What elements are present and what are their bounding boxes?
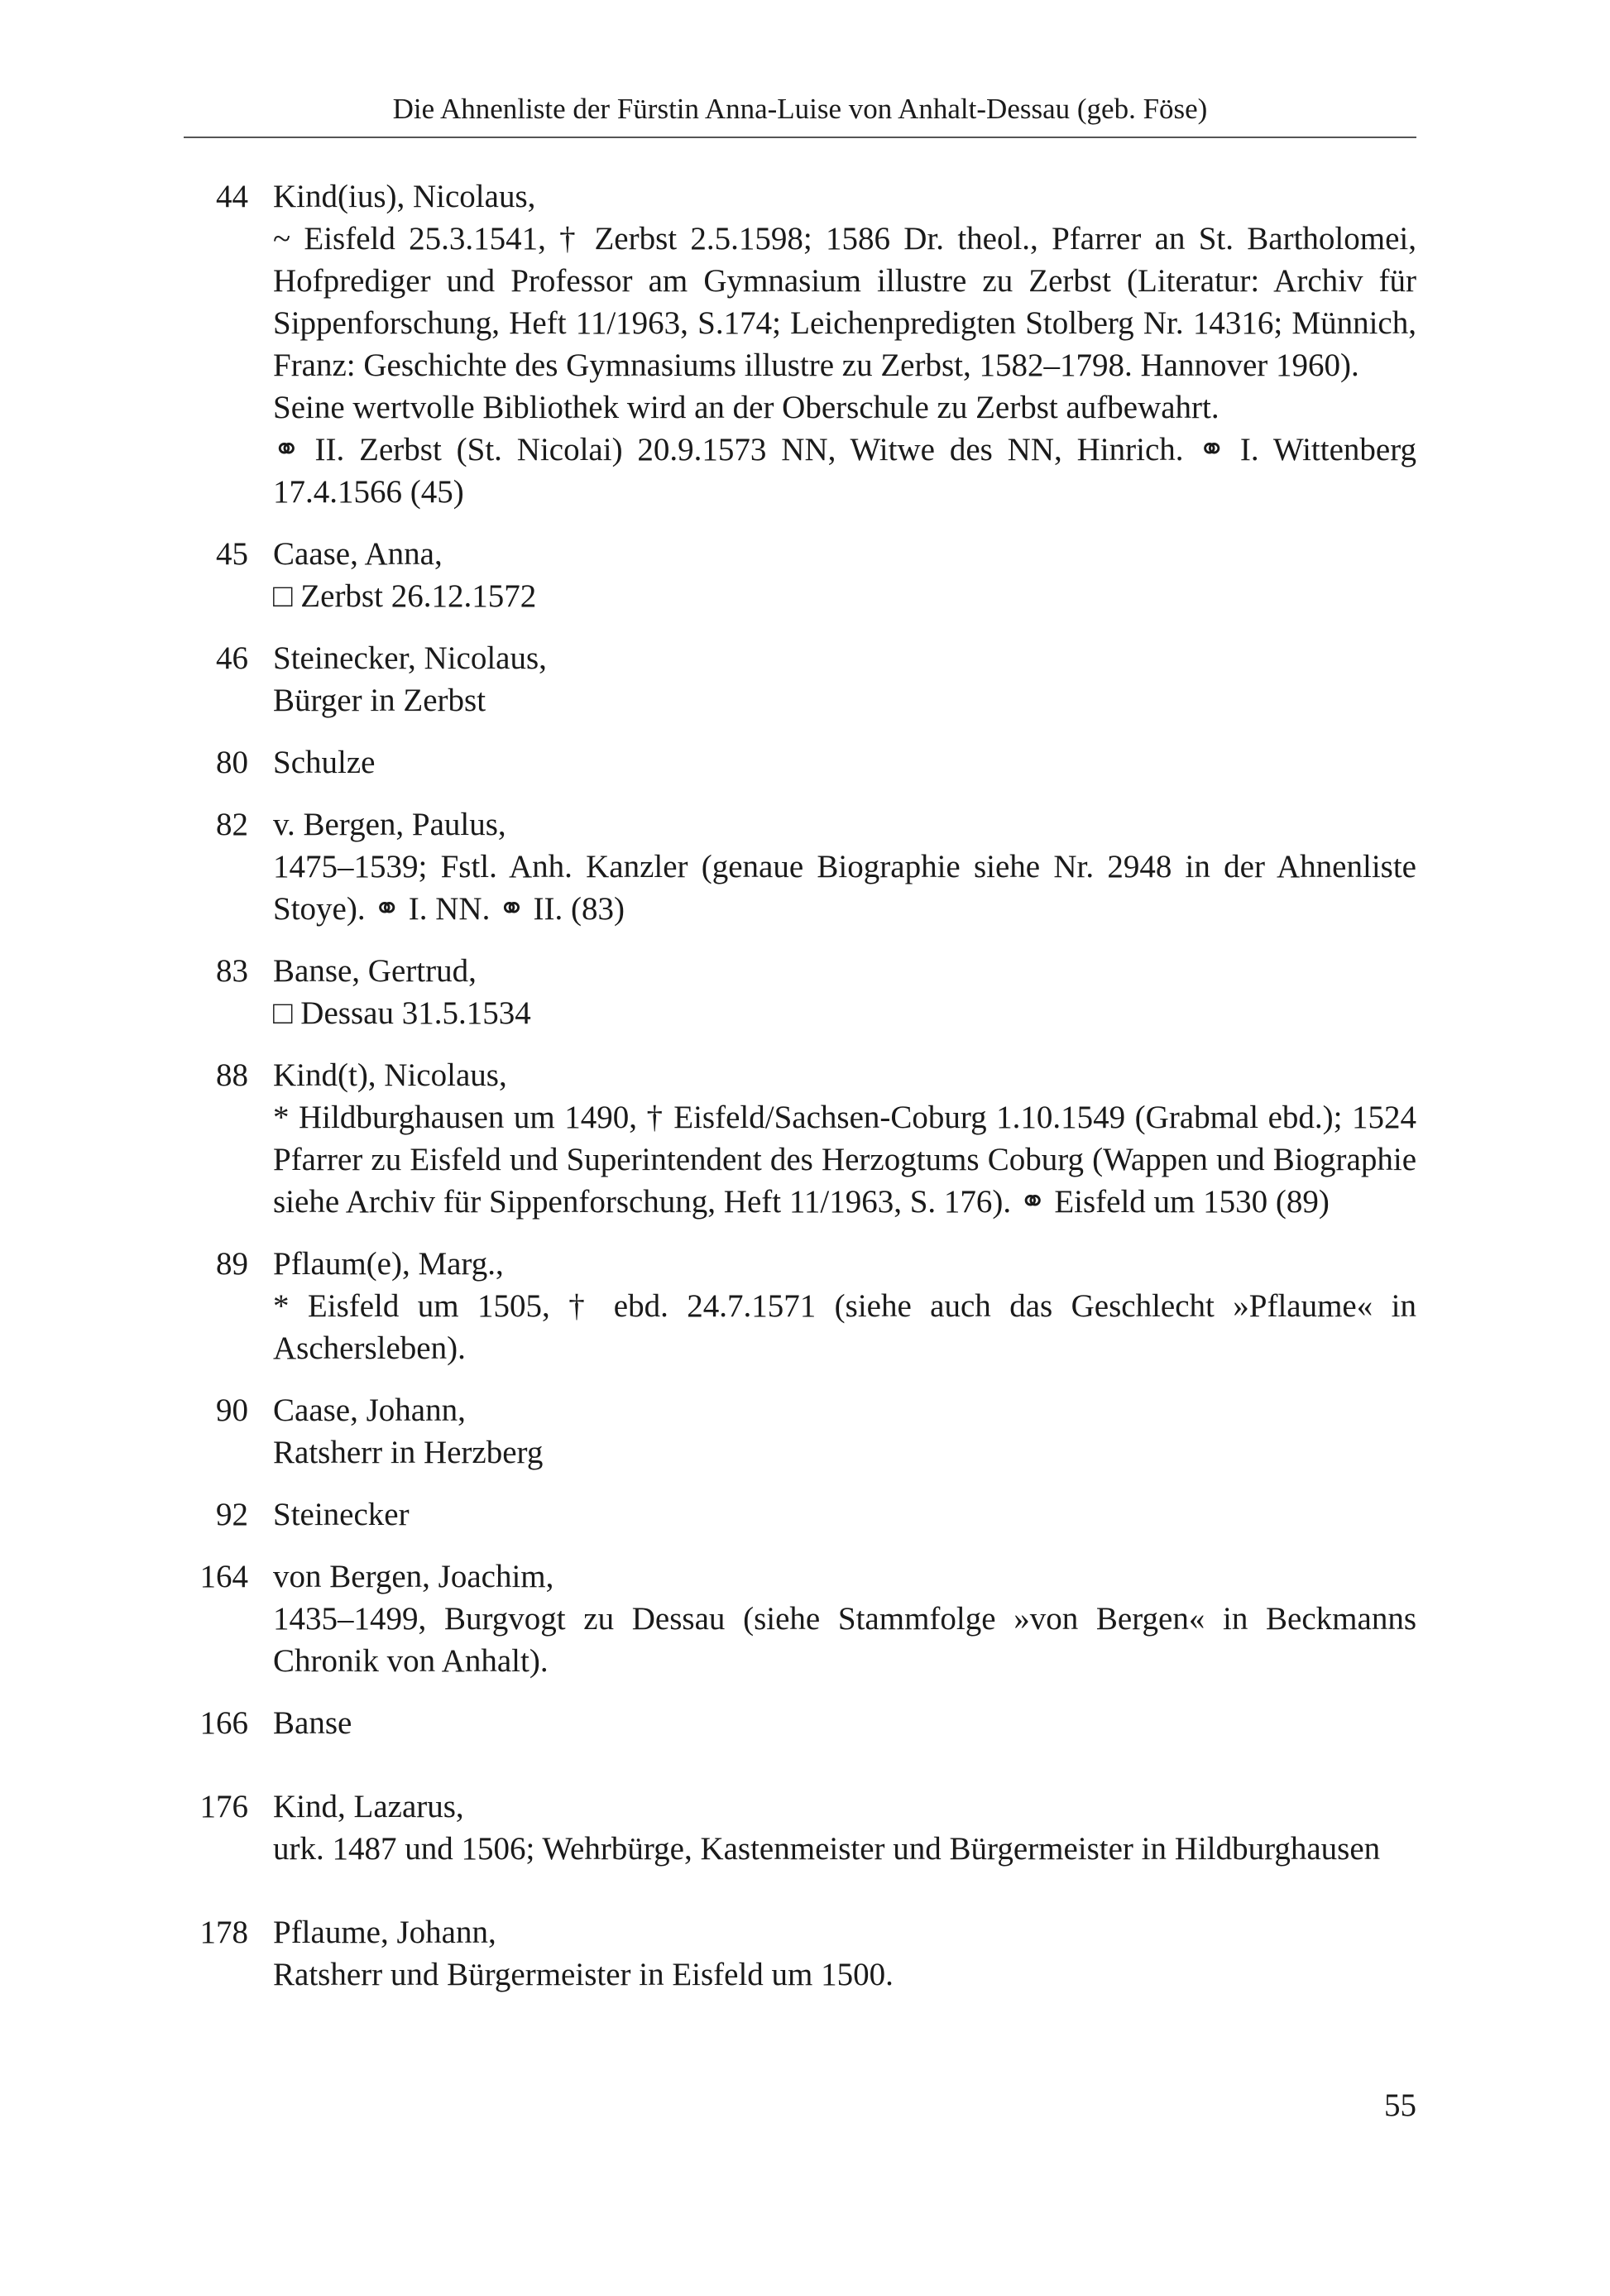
entry-body xyxy=(273,1389,1416,1474)
entry-number: 90 xyxy=(216,1392,248,1428)
entry-body xyxy=(273,175,1416,513)
entry-name: v. Bergen, Paulus, xyxy=(273,807,506,842)
entry-text: 1435–1499, Burgvogt zu Dessau (siehe Stammfolge »von Bergen« in Beckmanns Chronik von Anhalt). xyxy=(273,1601,1416,1679)
entry-text: ~ Eisfeld 25.3.1541, † Zerbst 2.5.1598; 1586 Dr. theol., Pfarrer an St. Bartholomei, Hofprediger und Professor am Gymnasium illustre zu Zerbst (Literatur: Archiv für Sippenforschung, Heft 11/1963, S.174; Leichenpredigten Stolberg Nr. 14316; Münnich, Franz: Geschichte des Gymnasiums illustre zu Zerbst, 1582–1798. Hannover 1960). xyxy=(273,221,1416,383)
list-item xyxy=(184,950,1416,1034)
entry-name: Kind, Lazarus, xyxy=(273,1789,464,1824)
entry-number: 166 xyxy=(199,1705,248,1741)
entry-name: Banse xyxy=(273,1705,352,1741)
header-rule xyxy=(184,137,1416,138)
list-item xyxy=(184,803,1416,930)
entry-text: urk. 1487 und 1506; Wehrbürge, Kastenmeister und Bürgermeister in Hildburghausen xyxy=(273,1831,1381,1867)
entry-text: Ratsherr und Bürgermeister in Eisfeld um 1500. xyxy=(273,1957,894,1992)
list-item xyxy=(184,1786,1416,1870)
entry-name: Banse, Gertrud, xyxy=(273,953,477,989)
list-item xyxy=(184,533,1416,617)
entry-number: 46 xyxy=(216,640,248,676)
list-item xyxy=(184,637,1416,721)
entry-body xyxy=(273,1054,1416,1223)
entry-name: Pflaume, Johann, xyxy=(273,1915,496,1950)
list-item xyxy=(184,1243,1416,1369)
entry-name: Kind(ius), Nicolaus, xyxy=(273,179,536,214)
list-item xyxy=(184,1702,1416,1744)
entry-text: * Hildburghausen um 1490, † Eisfeld/Sachsen-Coburg 1.10.1549 (Grabmal ebd.); 1524 Pfarrer zu Eisfeld und Superintendent des Herzogtums Coburg (Wappen und Biographie siehe Archiv für Sippenforschung, Heft 11/1963, S. 176). ⚭ Eisfeld um 1530 (89) xyxy=(273,1100,1416,1220)
entry-number: 164 xyxy=(199,1559,248,1594)
list-item xyxy=(184,175,1416,513)
list-item xyxy=(184,1054,1416,1223)
entry-body xyxy=(273,1243,1416,1369)
entry-text: □ Zerbst 26.12.1572 xyxy=(273,578,537,614)
entry-name: Steinecker xyxy=(273,1497,410,1532)
entry-number: 88 xyxy=(216,1057,248,1093)
entry-text: 1475–1539; Fstl. Anh. Kanzler (genaue Biographie siehe Nr. 2948 in der Ahnenliste Stoye). ⚭ I. NN. ⚭ II. (83) xyxy=(273,849,1416,927)
entry-name: Caase, Anna, xyxy=(273,536,443,572)
list-item xyxy=(184,1911,1416,1996)
entry-name: Steinecker, Nicolaus, xyxy=(273,640,547,676)
entry-name: Caase, Johann, xyxy=(273,1392,466,1428)
list-item xyxy=(184,1555,1416,1682)
entry-number: 45 xyxy=(216,536,248,572)
list-item xyxy=(184,741,1416,784)
entry-body xyxy=(273,950,1416,1034)
entry-body xyxy=(273,1493,1416,1536)
entry-body xyxy=(273,1555,1416,1682)
entry-text: ⚭ II. Zerbst (St. Nicolai) 20.9.1573 NN, Witwe des NN, Hinrich. ⚭ I. Wittenberg 17.4.1566 (45) xyxy=(273,432,1416,510)
entry-name: Kind(t), Nicolaus, xyxy=(273,1057,507,1093)
entry-text: Bürger in Zerbst xyxy=(273,683,486,718)
entry-number: 176 xyxy=(199,1789,248,1824)
entry-text: Ratsherr in Herzberg xyxy=(273,1435,544,1470)
entry-body xyxy=(273,533,1416,617)
entry-body xyxy=(273,741,1416,784)
entry-name: Pflaum(e), Marg., xyxy=(273,1246,504,1282)
list-item xyxy=(184,1389,1416,1474)
list-item xyxy=(184,1493,1416,1536)
running-header: Die Ahnenliste der Fürstin Anna-Luise von Anhalt-Dessau (geb. Föse) xyxy=(392,93,1208,125)
entry-body xyxy=(273,1702,1416,1744)
entry-body xyxy=(273,1786,1416,1870)
entry-text: Seine wertvolle Bibliothek wird an der Oberschule zu Zerbst aufbewahrt. xyxy=(273,390,1219,425)
entry-number: 83 xyxy=(216,953,248,989)
entry-number: 44 xyxy=(216,179,248,214)
entry-body xyxy=(273,637,1416,721)
entry-number: 89 xyxy=(216,1246,248,1282)
entry-number: 80 xyxy=(216,745,248,780)
entry-name: von Bergen, Joachim, xyxy=(273,1559,554,1594)
entry-text: * Eisfeld um 1505, † ebd. 24.7.1571 (siehe auch das Geschlecht »Pflaume« in Aschersleben). xyxy=(273,1288,1416,1366)
page-number: 55 xyxy=(1384,2087,1416,2123)
entry-text: □ Dessau 31.5.1534 xyxy=(273,995,531,1031)
entry-number: 92 xyxy=(216,1497,248,1532)
entry-number: 82 xyxy=(216,807,248,842)
entry-body xyxy=(273,1911,1416,1996)
entry-name: Schulze xyxy=(273,745,376,780)
genealogy-list xyxy=(184,175,1416,2016)
entry-number: 178 xyxy=(199,1915,248,1950)
entry-body xyxy=(273,803,1416,930)
